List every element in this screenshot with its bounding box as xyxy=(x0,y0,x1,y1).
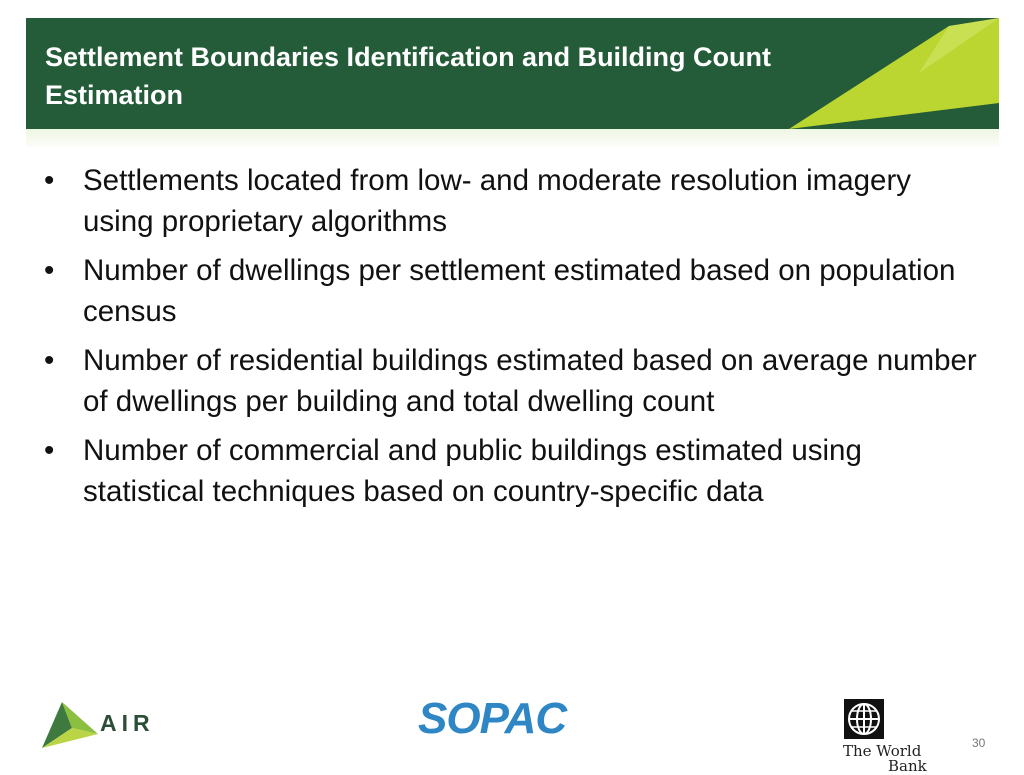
world-bank-globe-icon xyxy=(844,699,884,739)
slide-title: Settlement Boundaries Identification and Building Count Estimation xyxy=(45,42,772,110)
bullet-marker: • xyxy=(44,344,55,377)
title-banner-shadow xyxy=(26,129,999,147)
world-bank-line2: Bank xyxy=(888,757,927,775)
bullet-item xyxy=(44,340,984,422)
bullet-text: Number of commercial and public buildings estimated using statistical techniques based on country-specific data xyxy=(83,434,862,508)
page-number: 30 xyxy=(972,736,986,750)
bullet-item xyxy=(44,430,984,512)
air-logo-text: AIR xyxy=(100,710,155,736)
world-bank-line1: The World xyxy=(843,742,922,760)
title-banner xyxy=(26,18,999,129)
lime-triangle-decoration xyxy=(789,18,999,129)
air-logo-icon xyxy=(42,698,98,750)
bullet-item xyxy=(44,160,984,242)
bullet-text: Number of residential buildings estimated based on average number of dwellings per building and total dwelling count xyxy=(83,344,977,418)
bullet-marker: • xyxy=(44,434,55,467)
bullet-item xyxy=(44,250,984,332)
bullet-text: Settlements located from low- and moderate resolution imagery using proprietary algorithms xyxy=(83,164,912,238)
bullet-list xyxy=(44,160,984,520)
bullet-marker: • xyxy=(44,164,55,197)
bullet-marker: • xyxy=(44,254,55,287)
bullet-text: Number of dwellings per settlement estimated based on population census xyxy=(83,254,956,328)
world-bank-logo-text xyxy=(843,744,943,774)
sopac-logo: SOPAC xyxy=(418,694,567,743)
